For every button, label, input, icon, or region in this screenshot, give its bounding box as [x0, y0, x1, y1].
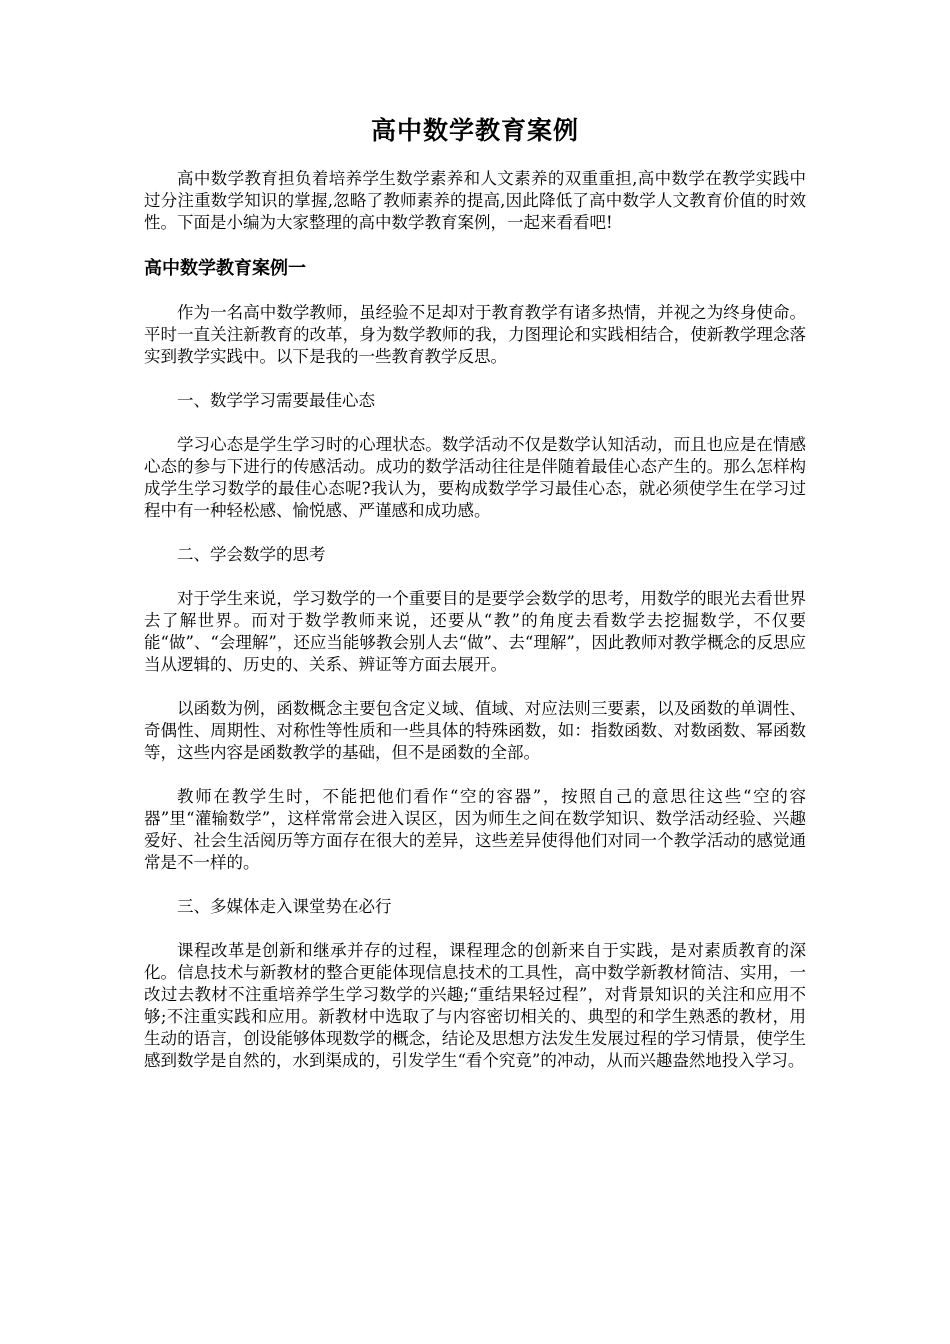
- section-heading-case-one: 高中数学教育案例一: [144, 258, 306, 279]
- intro-paragraph: 高中数学教育担负着培养学生数学素养和人文素养的双重重担,高中数学在教学实践中过分注重数学知识的掌握,忽略了教师素养的提高,因此降低了高中数学人文教育价值的时效性。下面是小编为大家整理的高中数学教育案例，一起来看看吧!: [144, 169, 806, 232]
- paragraph-curriculum-reform: 课程改革是创新和继承并存的过程，课程理念的创新来自于实践，是对素质教育的深化。信息技术与新教材的整合更能体现信息技术的工具性，高中数学新教材简洁、实用，一改过去教材不注重培养学生学习数学的兴趣;“重结果轻过程”，对背景知识的关注和应用不够;不注重实践和应用。新教材中选取了与内容密切相关的、典型的和学生熟悉的教材，用生动的语言，创设能够体现数学的概念，结论及思想方法发生发展过程的学习情景，使学生感到数学是自然的，水到渠成的，引发学生“看个究竟”的冲动，从而兴趣盎然地投入学习。: [144, 941, 806, 1070]
- paragraph-empty-container: 教师在教学生时，不能把他们看作“空的容器”，按照自己的意思往这些“空的容器”里“灌输数学”，这样常常会进入误区，因为师生之间在数学知识、数学活动经验、兴趣爱好、社会生活阅历等方面存在很大的差异，这些差异使得他们对同一个教学活动的感觉通常是不一样的。: [144, 787, 806, 872]
- subheading-best-mindset: 一、数学学习需要最佳心态: [177, 391, 375, 410]
- paragraph-reflection-intro: 作为一名高中数学教师，虽经验不足却对于教育教学有诸多热情，并视之为终身使命。平时一直关注新教育的改革，身为数学教师的我，力图理论和实践相结合，使新教学理念落实到教学实践中。以下是我的一些教育教学反思。: [144, 303, 806, 366]
- paragraph-math-thinking: 对于学生来说，学习数学的一个重要目的是要学会数学的思考，用数学的眼光去看世界去了解世界。而对于数学教师来说，还要从“教”的角度去看数学去挖掘数学，不仅要能“做”、“会理解”，还应当能够教会别人去“做”、去“理解”，因此教师对教学概念的反思应当从逻辑的、历史的、关系、辨证等方面去展开。: [144, 589, 806, 674]
- paragraph-learning-mindset: 学习心态是学生学习时的心理状态。数学活动不仅是数学认知活动，而且也应是在情感心态的参与下进行的传感活动。成功的数学活动往往是伴随着最佳心态产生的。那么怎样构成学生学习数学的最佳心态呢?我认为，要构成数学学习最佳心态，就必须使学生在学习过程中有一种轻松感、愉悦感、严谨感和成功感。: [144, 435, 806, 520]
- paragraph-function-example: 以函数为例，函数概念主要包含定义域、值域、对应法则三要素，以及函数的单调性、奇偶性、周期性、对称性等性质和一些具体的特殊函数，如：指数函数、对数函数、幂函数等，这些内容是函数教学的基础，但不是函数的全部。: [144, 699, 806, 762]
- subheading-multimedia: 三、多媒体走入课堂势在必行: [177, 897, 392, 916]
- document-title: 高中数学教育案例: [370, 116, 579, 145]
- document-page: [144, 112, 806, 1094]
- subheading-math-thinking: 二、学会数学的思考: [177, 545, 326, 564]
